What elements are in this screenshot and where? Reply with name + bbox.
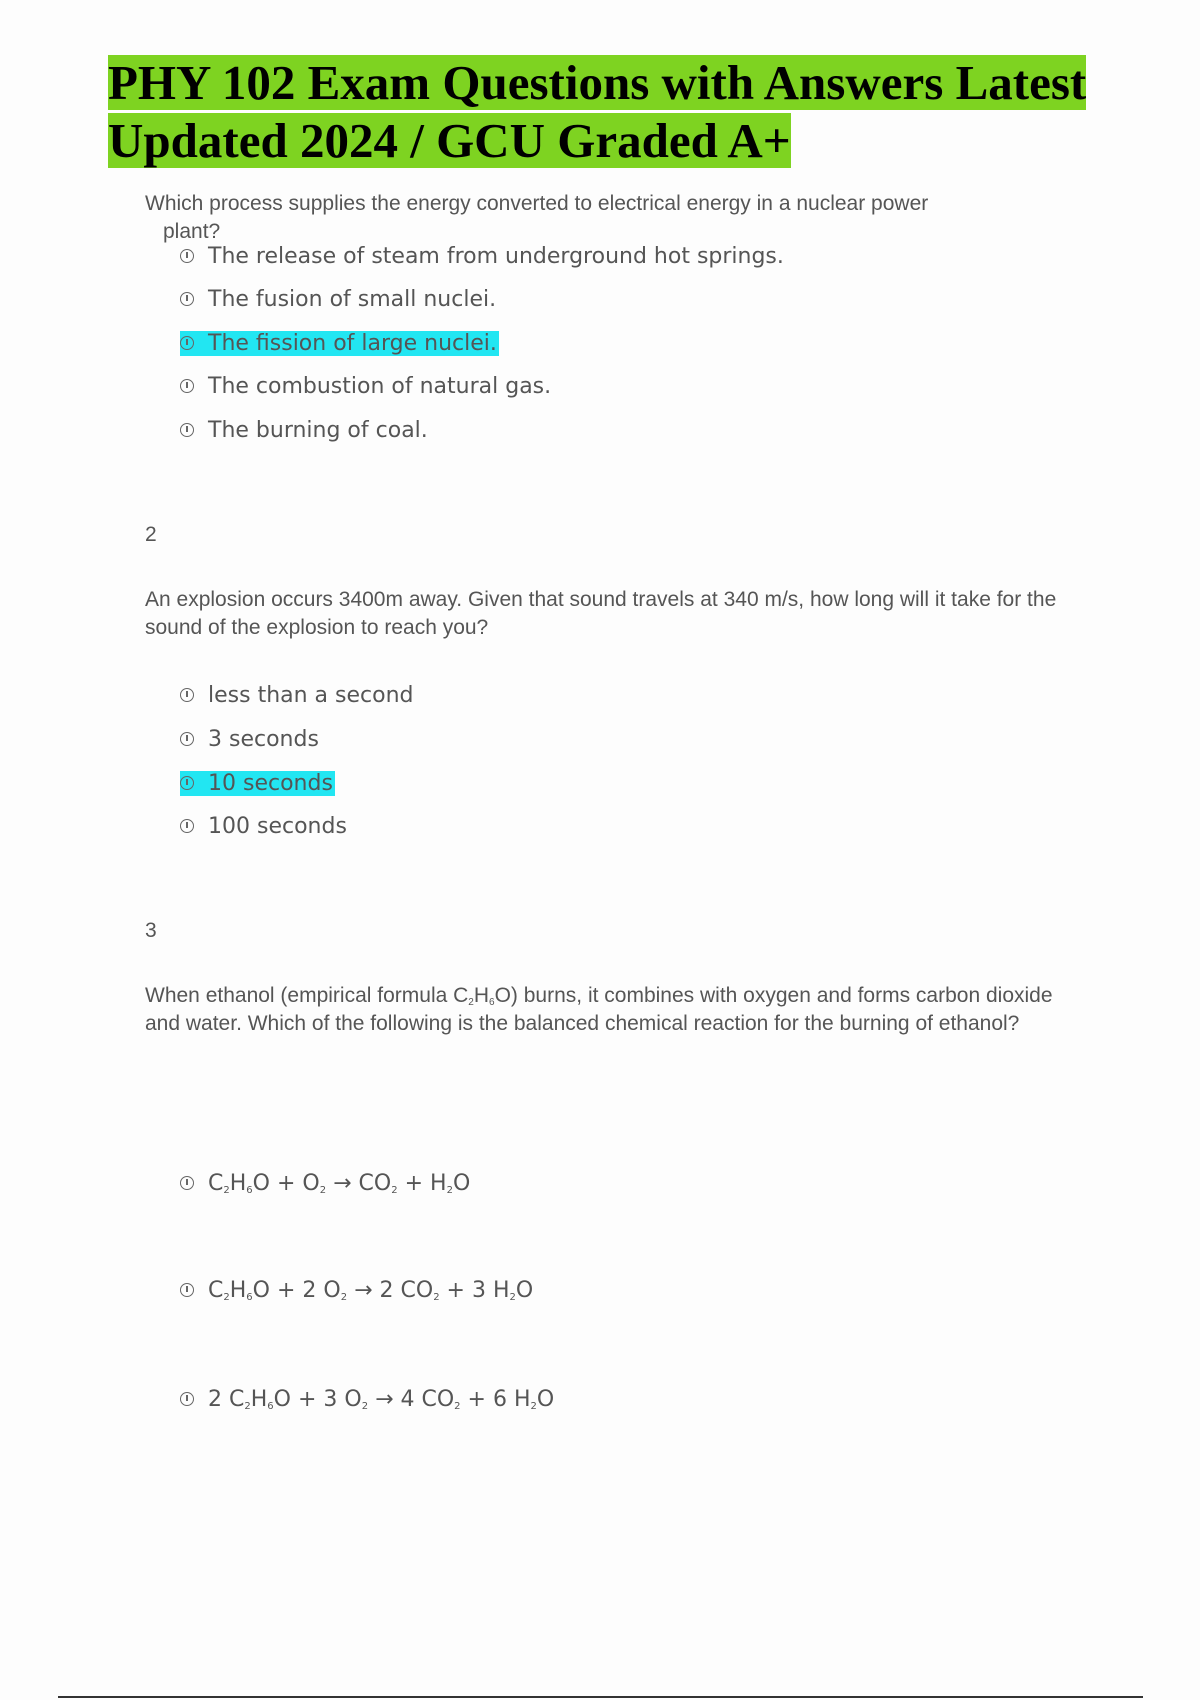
subscript: 2: [509, 1291, 516, 1303]
question-2-text: An explosion occurs 3400m away. Given that sound travels at 340 m/s, how long will it take for the sound of the explosion to reach you?: [145, 588, 1057, 639]
subscript: 2: [223, 1184, 230, 1196]
radio-bullet-icon: [180, 819, 194, 833]
subscript: 6: [267, 1400, 274, 1412]
option-label: The combustion of natural gas.: [208, 373, 552, 399]
option-label: 10 seconds: [208, 770, 333, 796]
subscript: 2: [340, 1291, 348, 1303]
text-run: H: [229, 1277, 247, 1303]
option-label: The fusion of small nuclei.: [208, 286, 497, 312]
option-label: less than a second: [208, 682, 414, 708]
option-label: 3 seconds: [208, 726, 319, 752]
subscript: 6: [489, 997, 495, 1008]
option-label: [208, 1387, 554, 1412]
text-run: + 6 H: [460, 1386, 531, 1412]
subscript: 2: [468, 997, 474, 1008]
question-3-option[interactable]: [180, 1384, 554, 1414]
question-1-option-correct[interactable]: [180, 328, 499, 358]
radio-bullet-icon: [180, 336, 194, 350]
subscript: 6: [246, 1184, 253, 1196]
text-run: O) burns, it combines with oxygen and forms carbon dioxide and water. Which of the following is the balanced chemical reaction for the burning of ethanol?: [145, 984, 1053, 1035]
question-3-option[interactable]: [180, 1168, 470, 1198]
text-run: → CO: [326, 1170, 392, 1196]
question-1-text-line1: Which process supplies the energy converted to electrical energy in a nuclear power: [145, 192, 929, 215]
text-run: When ethanol (empirical formula C: [145, 984, 469, 1007]
radio-bullet-icon: [180, 688, 194, 702]
radio-bullet-icon: [180, 423, 194, 437]
answer-highlight: [180, 331, 499, 356]
question-2-number: 2: [145, 523, 157, 546]
question-1-option[interactable]: [180, 284, 496, 314]
text-run: 2 C: [208, 1386, 245, 1412]
subscript: 2: [361, 1400, 369, 1412]
subscript: 2: [391, 1184, 398, 1196]
subscript: 6: [246, 1291, 253, 1303]
option-label: The fission of large nuclei.: [208, 330, 497, 356]
text-run: O + O: [252, 1170, 320, 1196]
footer-divider: [58, 1696, 1143, 1698]
page-title: [108, 54, 1168, 170]
text-run: H: [250, 1386, 268, 1412]
answer-highlight: [180, 771, 335, 796]
text-run: O: [452, 1170, 471, 1196]
text-run: H: [473, 984, 490, 1007]
text-run: → 4 CO: [368, 1386, 455, 1412]
question-1-text: [145, 190, 1085, 246]
option-label: The burning of coal.: [208, 417, 428, 443]
option-label: [208, 1278, 533, 1303]
text-run: O: [536, 1386, 555, 1412]
subscript: 2: [454, 1400, 461, 1412]
text-run: C: [208, 1277, 224, 1303]
subscript: 2: [530, 1400, 537, 1412]
option-label: 100 seconds: [208, 813, 347, 839]
page-title-text: PHY 102 Exam Questions with Answers Latest Updated 2024 / GCU Graded A+: [108, 55, 1087, 168]
text-run: H: [229, 1170, 247, 1196]
question-3-text: [145, 982, 1085, 1038]
radio-bullet-icon: [180, 732, 194, 746]
text-run: O: [515, 1277, 534, 1303]
option-label: [208, 1171, 470, 1196]
radio-bullet-icon: [180, 249, 194, 263]
question-2-option[interactable]: [180, 680, 414, 710]
question-1-text-line2: plant?: [163, 220, 221, 243]
question-1-option[interactable]: [180, 241, 784, 271]
radio-bullet-icon: [180, 1392, 194, 1406]
option-label: The release of steam from underground hot springs.: [208, 243, 784, 269]
question-2-option-correct[interactable]: [180, 768, 335, 798]
question-3-option[interactable]: [180, 1275, 533, 1305]
text-run: O + 2 O: [252, 1277, 341, 1303]
question-3-number: 3: [145, 919, 157, 942]
radio-bullet-icon: [180, 292, 194, 306]
radio-bullet-icon: [180, 379, 194, 393]
text-run: O + 3 O: [273, 1386, 362, 1412]
subscript: 2: [433, 1291, 440, 1303]
question-2-option[interactable]: [180, 724, 319, 754]
radio-bullet-icon: [180, 776, 194, 790]
radio-bullet-icon: [180, 1176, 194, 1190]
subscript: 2: [223, 1291, 230, 1303]
text-run: → 2 CO: [347, 1277, 434, 1303]
text-run: + H: [397, 1170, 447, 1196]
subscript: 2: [319, 1184, 327, 1196]
question-1-option[interactable]: [180, 371, 551, 401]
text-run: + 3 H: [439, 1277, 510, 1303]
text-run: C: [208, 1170, 224, 1196]
question-2-option[interactable]: [180, 811, 347, 841]
radio-bullet-icon: [180, 1283, 194, 1297]
subscript: 2: [446, 1184, 453, 1196]
question-1-option[interactable]: [180, 415, 428, 445]
subscript: 2: [244, 1400, 251, 1412]
